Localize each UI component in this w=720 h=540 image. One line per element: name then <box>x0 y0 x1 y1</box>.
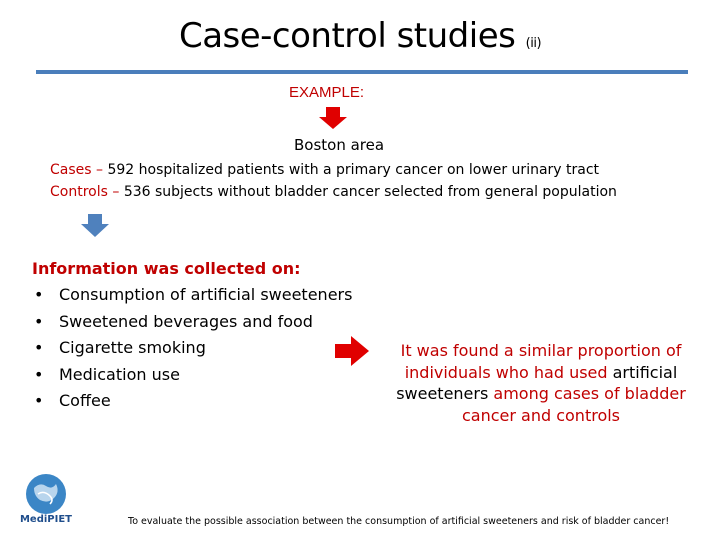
information-heading: Information was collected on: <box>32 259 301 278</box>
finding-part2: artificial sweeteners <box>396 362 678 403</box>
controls-label: Controls <box>50 184 108 200</box>
example-label: EXAMPLE: <box>289 84 365 101</box>
location-label: Boston area <box>294 136 385 154</box>
controls-text: 536 subjects without bladder cancer selected from general population <box>123 184 617 200</box>
cases-text: 592 hospitalized patients with a primary cancer on lower urinary tract <box>107 162 600 178</box>
footnote: To evaluate the possible association between the consumption of artificial sweeteners and risk of bladder cancer! <box>128 516 670 527</box>
list-item: • Consumption of artificial sweeteners <box>32 282 352 309</box>
information-section <box>32 256 352 415</box>
title-underline <box>36 70 688 74</box>
cases-label: Cases <box>50 162 92 178</box>
medipiet-logo <box>16 470 76 536</box>
list-item: • Sweetened beverages and food <box>32 309 352 336</box>
down-arrow-icon <box>319 107 347 131</box>
information-list <box>32 282 352 415</box>
finding-part3: among cases of bladder cancer and controls <box>461 384 686 425</box>
right-arrow-icon <box>335 336 369 366</box>
controls-dash: – <box>107 184 124 200</box>
controls-line <box>50 184 617 200</box>
slide-title-main: Case-control studies <box>178 16 516 56</box>
slide-title-suffix: (ii) <box>525 36 542 51</box>
cases-dash: – <box>91 162 108 178</box>
cases-line <box>50 162 599 178</box>
finding-part1: It was found a similar proportion of individuals who had used <box>400 341 682 382</box>
list-item: • Cigarette smoking <box>32 335 352 362</box>
finding-text <box>393 340 689 426</box>
list-item: • Medication use <box>32 362 352 389</box>
slide-title <box>0 16 720 56</box>
globe-icon <box>26 474 66 514</box>
down-arrow-icon-blue <box>81 214 109 240</box>
logo-text: MediPIET <box>19 514 73 525</box>
list-item: • Coffee <box>32 388 352 415</box>
